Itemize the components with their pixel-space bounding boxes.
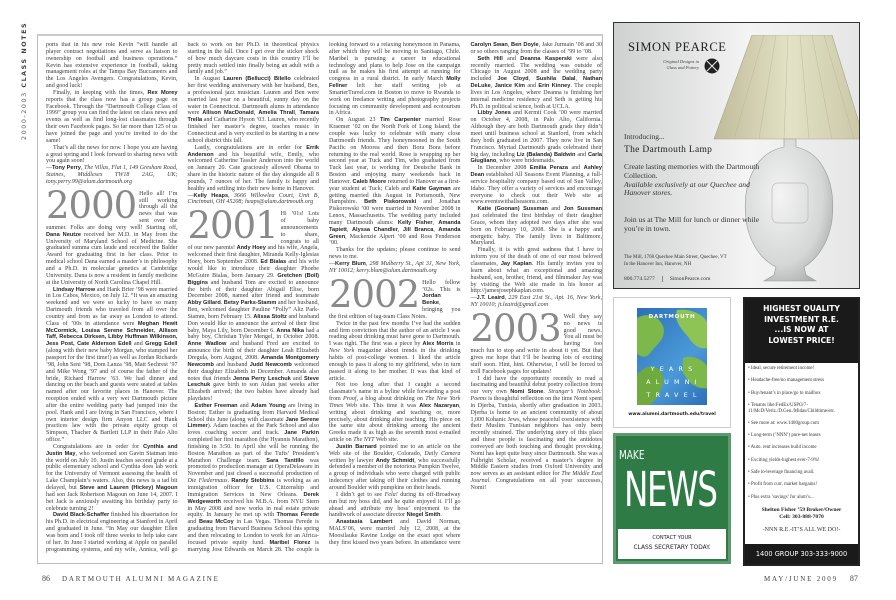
- issue-date: MAY/JUNE 2009: [764, 575, 838, 583]
- classmate-name: Amanda Montgomery Newcomb: [187, 354, 320, 368]
- classmate-name: Jon Sussman: [563, 206, 602, 213]
- classmate-name: Katie (Goonan) Sussman: [477, 206, 548, 213]
- classmate-name: Janice Kim: [494, 83, 525, 90]
- bullet-item: • Auto. rent increases build income: [748, 445, 817, 451]
- classmate-name: Ed Bialas: [260, 259, 287, 266]
- headline-line: ...IS NOW AT: [774, 325, 829, 334]
- class-secretary-signature: —Kelly Heaps, 3666 Willowlea Court, Unit B, Cincinnati, OH 45208; heaps@alum.dartmouth.org: [187, 192, 319, 206]
- class-year-heading: 2002: [329, 272, 420, 316]
- simon-pearce-logo-text: SIMON PEARCE: [628, 40, 727, 54]
- classmate-name: Carolyn Swan: [470, 42, 508, 48]
- ad-address-1: The Mill, 1760 Quechee Main Street, Quechee, VT: [624, 255, 727, 260]
- classmate-name: Beau McCoy: [198, 519, 234, 526]
- classmate-name: Gregg Edell: [145, 341, 178, 348]
- bullet-text: See more at: www.1400group.com: [750, 420, 819, 426]
- ad-body-italic: Available exclusively at our Quechee and Hanover stores.: [624, 179, 750, 198]
- footer-left: [30, 574, 220, 583]
- travel-logo-line: YEARS: [650, 365, 698, 373]
- broker-cell: Cell: 303-888-7070: [779, 514, 824, 521]
- section-years: 2000-2003: [21, 91, 28, 140]
- classmate-name: J.T. Leaird: [476, 295, 505, 302]
- bullet-item: • See more at: www.1400group.com: [748, 420, 819, 426]
- note-paragraph: Not too long after that I caught a second classmate’s name in a byline while forwarding a post from Proof, a blog about drinking on The New York Times Web site. This time it was Alex Nazaryan, writing about drinking and teaching or, more precisely, about drinking after teaching. His piece on the same site about drinking among the ancient Greeks made it as high as the seventh most e-mailed article on The NYT Web site.: [329, 382, 461, 444]
- class-year-heading: 2003: [470, 306, 561, 350]
- classmate-name: Joe Cloyd: [497, 76, 529, 83]
- classmate-name: Nathan DeLuke: [470, 76, 602, 90]
- bullet-item: • Safe lo-leverage financing avail.: [748, 470, 815, 476]
- ad-body: [624, 163, 764, 198]
- classmate-name: Lindsay Harrow: [53, 286, 96, 293]
- classmate-name: Emilia Peraza: [529, 165, 568, 172]
- note-paragraph: ports that in his new role Kevin “will handle all player contract negotiations and serve as liaison to ownership on football and business operations.” Kevin has extensive experience in football, taking management roles at the Tampa Bay Buccaneers and the Los Angeles Avengers. Congratulations, Kevin, and good luck!: [46, 42, 178, 90]
- classmate-name: Carla Giugliano: [470, 151, 602, 165]
- bullet-item: • Tenants like:FedEx/USPO/7-11/McD/Veriz./D.Gen./Midas/Childtime/etc.: [748, 402, 836, 414]
- note-paragraph: Thanks for the updates; please continue to send news to me.: [329, 247, 461, 261]
- class-notes-frame: [37, 34, 603, 564]
- contact-band: [618, 529, 726, 559]
- travel-url-link[interactable]: www.alumni.dartmouth.edu/travel: [628, 412, 716, 417]
- classmate-name: Alyssa Chandler: [352, 226, 398, 233]
- note-paragraph: Twice in the past few months I’ve had the sudden and firm conviction that the author of an article I was reading about drinking must have gone to Dartmouth. I was right. The first was a piece by Alex Morris in New York magazine about trends in the drinking habits of post-college women. I liked the article enough to pass it along to my girlfriend, who in turn passed it along to her mother. It was that kind of article.: [329, 320, 461, 382]
- contact-line-1: CONTACT YOUR: [652, 535, 692, 541]
- globe-icon: [637, 308, 707, 405]
- note-paragraph: In August Lauren (Bellucci) Bilello celebrated her first wedding anniversary with her husband, Ben, a professional jazz musician. Lauren and Ben were married last year on a beautiful, sunny day on the water in Connecticut. Dartmouth alums in attendance were Allison MacDonald, Amelia Thrall, Tamara Trella and Catharine Hyson ’03. Lauren, who recently finished her master’s degree, teaches music in Connecticut and is very excited to be starting in a new school district this fall.: [187, 76, 319, 144]
- bullet-item: • Ideal, secure retirement income!: [748, 366, 815, 371]
- class-year-heading: 2001: [187, 204, 278, 248]
- italic-text: The NYT: [353, 437, 375, 444]
- headline-line: INVESTMENT R.E.: [764, 314, 839, 324]
- classmate-name: Niegel Smith: [406, 512, 441, 519]
- classmate-name: Lauren (Bellucci) Bilello: [223, 76, 291, 83]
- classmate-name: Jay Kaplan: [500, 261, 532, 267]
- benefits-list: [745, 363, 858, 501]
- classmate-name: Judd Newcomb: [249, 361, 292, 368]
- classmate-name: Kerry Blum: [335, 261, 366, 267]
- classmate-name: Seth Hill: [477, 55, 503, 62]
- class-year-entry: 2000 Hello all! I’m still working through all the news that was sent over the summer. Folks are doing very well! Starting off, Dana Neutze received her M.D. in May from the University of Maryland School of Medicine. She graduated summa cum laude and received the Balder Award for graduating first in her class. Prior to medical school Dana earned a master’s in philosophy and a Ph.D. in molecular genetics at Cambridge University. Dana is now a resident in family medicine at the University of North Carolina Chapel Hill.: [46, 183, 178, 286]
- ad-address-2: In the Hanover Inn, Hanover, NH: [624, 261, 692, 267]
- bullet-text: Profit from curr. market bargains!: [750, 482, 817, 488]
- note-paragraph: Justin Barnard pointed me to an article on the Web site of the Boulder, Colorado, Daily Camera written by lawyer Andy Schmidt, who successfully defended a member of the notorious Pumpkin Twelve, a group of individuals who were charged with public indecency after taking off their clothes and running around Boulder with pumpkins on their heads.: [329, 443, 461, 491]
- classmate-name: Beth Piskorowski: [364, 199, 417, 206]
- classmate-name: Tamara Trella: [187, 110, 319, 124]
- note-paragraph: Congratulations are in order for Cynthia and Justin May, who welcomed son Gavin Statman into the world on July 10. Justin teaches second grade at a public elementary school and Cynthia does lab work for the University of Vermont assessing the health of Lake Champlain’s waters. Also, this news is a tad bit delayed, but Steve and Lauren (Hickey) Magoun had son Jack Robertson Magoun on June 14, 2007. I bet Jack is anxiously awaiting his birthday party to celebrate turning 2!: [46, 443, 178, 512]
- classmate-name: Derek Wedgeworth: [187, 491, 319, 505]
- classmate-name: Steve and Lauren (Hickey) Magoun: [79, 485, 178, 491]
- bullet-text: Exciting yields-highest ever-7-9%!: [750, 457, 820, 463]
- headline-line: HIGHEST QUALITY: [763, 304, 840, 313]
- classmate-name: Anastasia Lambert: [336, 519, 393, 526]
- classmate-name: Amelia Thrall: [258, 110, 295, 117]
- ad-phone: 800.774.5277: [624, 276, 655, 282]
- bullet-text: Safe lo-leverage financing avail.: [750, 470, 815, 476]
- classmate-name: Randy Stebbins: [231, 478, 275, 485]
- classmate-name: Jordan Benke: [422, 293, 441, 307]
- italic-text: The New York Times: [329, 396, 461, 409]
- italic-text: Proof: [343, 396, 357, 403]
- classmate-name: Tim Carpenter: [379, 117, 421, 124]
- note-paragraph: On August 23 Tim Carpenter married Rose Kraemer ’02 on the North Fork of Long Island; the couple was lucky to celebrate with many close Dartmouth friends. They honeymooned in the South Pacific on Moorea and then Bora Bora before returning to the real world. Rose is wrapping up her second year at Tuck and Tim, who graduated from Tuck last year, is working for Deutsche Bank in Boston and enjoying many weekends back in Hanover. Caleb Moore returned to Hanover as a first-year student at Tuck; Caleb and Katie Gayman are getting married this August in Portsmouth, New Hampshire. Beth Piskorowski and Jonathan Piskorowski ’00 were married in November 2008 in Lenox, Massachusetts. The wedding party included many Dartmouth alums: Kelly Fisher, Amanda Tapiett, Alyssa Chandler, Jill Branca, Amanda Green, Mackenzie Alpert ’00 and Ross Fenderson ’00.: [329, 117, 461, 247]
- note-paragraph: That’s all the news for now. I hope you are having a great spring and I look forward to sharing news with you again soon!: [46, 144, 178, 165]
- class-secretary-signature: —J.T. Leaird, 229 East 21st St., Apt. 16, New York, NY 10010; jt.leaird@gmail.com: [470, 295, 602, 309]
- classmate-name: Abby Gillard: [187, 300, 221, 307]
- classmate-name: Amanda Tapiett: [329, 219, 461, 233]
- classmate-name: Jenna Perry Leschuk: [232, 375, 291, 382]
- classmate-name: Alissa Stoltz: [253, 313, 287, 320]
- bullet-text: Plus extra ’savings’ for alum’s...: [750, 494, 814, 500]
- italic-text: Fela!: [384, 491, 398, 498]
- note-paragraph: Libby Jones and Kermit Cook ’00 were married on October 4, 2008, in Palo Alto, California. Although they are both Dartmouth grads they didn’t meet until business school at Stanford, from which they both graduated in 2007. They now live in San Francisco. Myriad Dartmouth grads celebrated their big day, including Liz (Balanda) Baldwin and Carla Giugliano, who were bridesmaids.: [470, 110, 602, 165]
- classmate-name: Jill Branca: [402, 226, 434, 233]
- bullet-text: Buy/tenant’s in place/go to mailbox: [750, 390, 821, 396]
- note-paragraph: Finally, in keeping with the times, Rex Morey reports that the class now has a group page on Facebook. Through the “Dartmouth College Class of 1999” group you can find the latest on class news and events as well as find long-lost classmates through their own Facebook pages. So far more than 125 of us have joined the page and you’re invited to do the same!: [46, 89, 178, 144]
- bullet-item: • Profit from curr. market bargains!: [748, 482, 817, 488]
- ad-footer-phone: 1400 GROUP 303-333-9000: [745, 544, 858, 564]
- class-year-entry: 2001 Hi ’01s! Lots of baby announcements to share, congrats to all of our new parents! Andy Hoey and his wife, Angela, welcomed their first daughter, Miranda Kelly-Iglesias Hoey, born September 2008. Ed Bialas and his wife would like to introduce their daughter Phoebe McGuire Bialas, born January 29. Gretchen (Boll) Biggins and husband Tom are excited to announce the birth of their daughter Abigail Elise, born December 2008, named after friend and teammate Abby Gillard. Betsy Parks-Stamm and her husband, Ben, welcomed daughter Pauline “Polly” Altz Park-Stamm, born February 15. Alissa Stoltz and husband Don would like to announce the arrival of their first baby, Maya Lily, born December 6. Anna Nika had a baby boy, Christian Tyler Mengel, in October 2008. Anne Wadlow and husband Fred are excited to announce the birth of their daughter Leah Elizabeth Dregula, born August, 2008. Amanda Montgomery Newcomb and husband Judd Newcomb welcomed their daughter Elizabeth in December. Amanda also notes that friends Jenna Perry Leschuk and Steve Leschuk gave birth to son Aidan just weeks after Elizabeth arrived; the two babies have already had playdates!: [187, 204, 320, 403]
- section-name: CLASS NOTES: [21, 21, 28, 88]
- italic-text: Daily Camera: [424, 450, 461, 457]
- classmate-name: Esther Freeman: [194, 402, 238, 409]
- class-notes-columns: [46, 42, 602, 560]
- class-secretary-signature: —Tony Perry, The Villas, Flat 1, 149 Gresham Road, Staines, Middlesex TW18 2AG, UK; tony.perry.99@alum.dartmouth.org: [46, 165, 178, 185]
- classmate-name: Adam Young: [251, 402, 286, 409]
- classmate-name: Dana Neutze: [46, 231, 82, 238]
- travel-logo-top: DARTMOUTH: [648, 314, 696, 320]
- ad-website-link[interactable]: SimonPearce.com: [662, 276, 711, 282]
- bullet-item: • Exciting yields-highest ever-7-9%!: [748, 457, 820, 463]
- class-year-entry: 2003 Well they say no news is good news. You all must be having too much fun to stop and write in about it yet. But that gives me hope that I’ll be hearing lots of exciting stuff soon. Hint, hint. Otherwise, I will be forced to troll Facebook pages for updates!: [470, 306, 602, 375]
- italic-text: New York: [329, 348, 355, 355]
- page-number-right: 87: [849, 574, 858, 583]
- footer-right: [764, 574, 870, 583]
- bullet-text: Auto. rent increases build income: [750, 445, 817, 451]
- bullet-item: • Long-term (’NNN’) pure-net leases: [748, 433, 821, 439]
- bullet-text: Tenants like:FedEx/USPO/7-11/McD/Veriz./D.Gen./Midas/Childtime/etc.: [748, 402, 836, 414]
- travel-logo-line: ALUMNI: [646, 378, 702, 386]
- investment-real-estate-ad[interactable]: [743, 297, 860, 566]
- italic-text: Stranger’s Notebook: Poems: [470, 389, 602, 403]
- section-label: [21, 22, 28, 140]
- note-paragraph: Lindsay Harrow and Hank Brier ’98 were married in Los Cabos, Mexico, on July 12. “It was an amazing weekend and we were so lucky to have so many Dartmouth friends who traveled from all over the country and from as far away as London to attend. Class of ’00s in attendance were Meghan Hewit McCormick, Louisa Serene Schneider, Allison Taff, Rebecca Dirksen, Libby Huffman Wilkinson, Jess Post, Cate Alderson Edell and Gregg Edell (along with their new baby Morgan, who stamped her passport for the first time!) as well as Jordan Richards ’98, John Seni ’98, Dom Lanza ’98, Matt Sechrest ’97 and Mike Wong ’97 and of course the father of the bride, Richard Harrow ’63. We had dinner and dancing on the beach and guests were seated at tables named after our favorite places in Hanover. The reception ended with a very wet Dartmouth picture after the entire wedding party had jumped into the pool. Hank and I are living in San Francisco, where I own interior design firm Anyon LLC and Hank practices law with the private equity group of Simpson, Thacher & Bartlett LLP in their Palo Alto office.”: [46, 286, 178, 444]
- classmate-name: Andy Schmidt: [375, 457, 415, 464]
- ad-addresses: [624, 255, 727, 268]
- headline-line: LOWEST PRICE!: [768, 335, 835, 345]
- page-number-left: 86: [42, 574, 50, 583]
- classmate-name: Betsy Parks-Stamm: [223, 300, 277, 307]
- classmate-name: Cynthia and Justin May: [46, 443, 178, 457]
- classmate-name: Kelly Fisher: [397, 219, 433, 226]
- bullet-text: Long-term (’NNN’) pure-net leases: [750, 433, 821, 439]
- class-secretary-signature: —Kerry Blum, 298 Mulberry St., Apt 3J, New York, NY 10012; kerry.blum@alum.dartmouth.org: [329, 261, 461, 274]
- italic-text: The Middle East Journal: [470, 471, 602, 485]
- classmate-name: Tony Perry: [52, 165, 81, 172]
- italic-text: 3666 Willowlea Court, Unit B, Cincinnati, OH 45208; heaps@alum.dartmouth.org: [187, 192, 319, 206]
- classmate-name: David Black-Schaffer: [53, 512, 110, 519]
- class-year-heading: 2000: [46, 183, 137, 227]
- classmate-name: Alex Morris: [422, 341, 454, 348]
- classmate-name: Anna Nika: [276, 327, 305, 334]
- ad-slogan: -NNN R.E.-IT’S ALL WE DO!-: [762, 526, 841, 533]
- classmate-name: Meghan Hewit McCormick, Louisa Serene Schneider, Allison Taff, Rebecca Dirksen, Libby Huffman Wilkinson, Jess Post, Cate Alderson Edell: [46, 320, 178, 348]
- classmate-name: Jane Serene Limmer: [187, 416, 319, 430]
- ad-product-name: The Dartmouth Lamp: [624, 145, 713, 155]
- classmate-name: Anne Wadlow: [187, 341, 227, 348]
- bullet-text: Ideal, secure retirement income!: [750, 366, 815, 371]
- classmate-name: Justin Barnard: [336, 443, 377, 450]
- broker-name: Shelton Fisher ’59 Broker/Owner: [761, 506, 842, 513]
- simon-pearce-logo-icon: [704, 58, 720, 74]
- magazine-title: DARTMOUTH ALUMNI MAGAZINE: [62, 575, 220, 583]
- classmate-name: Jane Parkin: [284, 430, 320, 437]
- italic-text: 298 Mulberry St., Apt 3J, New York, NY 10012; kerry.blum@alum.dartmouth.org: [329, 261, 461, 274]
- classmate-name: Ashley Dean: [470, 165, 602, 179]
- classmate-name: Nomi Stone: [510, 389, 544, 396]
- ad-intro: Introducing...: [624, 132, 665, 141]
- classmate-name: Allison MacDonald: [202, 110, 254, 117]
- italic-text: 229 East 21st St., Apt. 16, New York, NY 10010; jt.leaird@gmail.com: [470, 295, 602, 309]
- italic-text: Die Fledermaus: [187, 478, 228, 485]
- ad-headline: [745, 299, 858, 363]
- note-paragraph: Anastasia Lambert and David Norman, MALS’06, were married July 12, 2008, at the Moosilauke Ravine Lodge on the exact spot where they first kissed two years before. In attendance were Carolyn Swan, Ben Doyle, Jake Jurmain ’08 and 30 or so others ranging from the classes of ’99 to ’08.: [329, 42, 602, 546]
- classmate-name: Amanda Green: [329, 226, 461, 240]
- classmate-name: Sushila Dalal: [536, 76, 576, 83]
- classmate-name: Ben Doyle: [511, 42, 539, 48]
- italic-text: The Villas, Flat 1, 149 Gresham Road, Staines, Middlesex TW18 2AG, UK; tony.perry.99@alum.dartmouth.org: [46, 165, 178, 185]
- classmate-name: Steve Leschuk: [187, 375, 319, 389]
- classmate-name: Kelly Heaps: [193, 192, 229, 199]
- note-paragraph: Lastly, congratulations are in order for Errik Anderson and his beautiful wife, Emily, who welcomed Catherine Tassler Anderson into the world on January 20. Cate graciously allowed Obama to share in the historic nature of the day alongside all 8 pounds, 7 ounces of her. The family is happy and healthy and settling into their new home in Hanover.: [187, 144, 319, 192]
- travel-logo-line: TRAVEL: [646, 391, 702, 399]
- classmate-name: Thomas Ferede: [276, 512, 319, 519]
- ad-invite: Join us at The Mill for lunch or dinner while you’re in town.: [624, 215, 760, 233]
- classmate-name: Caleb Moore: [352, 178, 387, 185]
- classmate-name: Sara Tantillo: [266, 457, 304, 464]
- note-paragraph: I didn’t get to see Fela! during its off-Broadway run but my boss did, and he quite enjoyed it. I’ll go ahead and attribute my boss’ enjoyment to the handiwork of associate director Niegel Smith.: [329, 491, 461, 519]
- note-paragraph: In December 2008 Emilia Peraza and Ashley Dean established All Seasons Event Planning, a full-service hospitality company based out of Sun Valley, Idaho. They offer a variety of services and encourage everyone to check out their Web site at www.eventswithallseasons.com.: [470, 165, 602, 206]
- simon-pearce-tagline: Original Designs in Glass and Pottery: [663, 59, 699, 70]
- news-text: NEWS: [624, 462, 717, 518]
- bullet-item: • Headache-free/no management stress: [748, 378, 824, 384]
- note-paragraph: David Black-Schaffer finished his dissertation for his Ph.D. in electrical engineering at Stanford in April and graduated in June. “In May our daughter Ellen was born and I took off three weeks to help take care of her. In June I started working at Apple on parallel programming systems, and my wife, Annica, will go back to work on her Ph.D. in theoretical physics starting in the fall. Once I get over the sticker shock of how much daycare costs in this country I’ll be pretty much settled into finally being an adult with a family and job.”: [46, 42, 319, 553]
- ad-contact: [624, 276, 710, 282]
- bullet-text: Headache-free/no management stress: [750, 378, 824, 384]
- classmate-name: Molly Fellner: [329, 76, 461, 90]
- classmate-name: Maribel Florez: [269, 539, 311, 546]
- make-news-ad[interactable]: [613, 433, 731, 564]
- note-paragraph: Katie (Goonan) Sussman and Jon Sussman just celebrated the first birthday of their daughter Grace, whom they adopted two days after she was born on February 10, 2008. She is a happy and energetic baby. The family lives in Baltimore, Maryland.: [470, 206, 602, 247]
- simon-pearce-ad[interactable]: [613, 22, 860, 289]
- classmate-name: Rex Morey: [147, 89, 178, 96]
- make-text: MAKE: [619, 448, 645, 462]
- classmate-name: Errik Anderson: [187, 144, 319, 158]
- note-paragraph: Seth Hill and Deanna Kasperski were also recently married. The wedding was outside of Chicago in August 2008 and the wedding party included Joe Cloyd, Sushila Dalal, Nathan DeLuke, Janice Kim and Erin Kinney. The couple lives in Los Angeles, where Deanna is finishing her internal medicine residency and Seth is getting his Ph.D. in political science, both at UCLA.: [470, 55, 602, 110]
- classmate-name: Erin Kinney: [538, 83, 571, 90]
- bullet-item: • Buy/tenant’s in place/go to mailbox: [748, 390, 821, 396]
- broker-info: [745, 507, 858, 522]
- ad-body-text: Create lasting memories with the Dartmouth Collection.: [624, 162, 760, 180]
- bullet-item: • Plus extra ’savings’ for alum’s...: [748, 494, 814, 500]
- classmate-name: Andy Hoey: [236, 245, 266, 252]
- class-year-entry: 2002 Hello fellow ’02s. This is Jordan Benke, bringing you the first edition of tag-team Class Notes.: [329, 272, 461, 320]
- classmate-name: Gretchen (Boll) Biggins: [187, 272, 320, 286]
- alumni-travel-ad[interactable]: [613, 297, 731, 428]
- classmate-name: Katie Gayman: [412, 185, 451, 192]
- classmate-name: Alex Nazaryan: [419, 402, 459, 409]
- note-paragraph: Finally, it is with great sadness that I have to inform you of the death of one of our most beloved classmates, Jay Kaplan. His family invites you to learn about what an exceptional and amazing husband, son, brother, friend, and filmmaker Jay was by visiting the Web site made in his honor at http://jamesjosephkaplan.com.: [470, 247, 602, 295]
- classmate-name: Deanna Kasperski: [520, 55, 572, 62]
- classmate-name: Liz (Balanda) Baldwin: [516, 151, 576, 158]
- note-paragraph: I did have the opportunity recently to read a fascinating and beautiful debut poetry collection from our very own Nomi Stone. Stranger’s Notebook: Poems is thoughtful reflection on the time Nomi spent in Djerba, Tunisia, shortly after graduation in 2003. Djerba is home to an ancient community of about 1,000 Kohanic Jews, whose peaceful coexistence with their Muslim Tunisian neighbors has only been recently strained. The underlying story of this place and these people is fascinating and the antidotes conveyed are both touching and thought provoking. Nomi has kept quite busy since Dartmouth. She was a Fulbright Scholar, received a master’s degree in Middle Eastern studies from Oxford University and now serves as an assistant editor for The Middle East Journal. Congratulations on all your successes, Nomi!: [470, 375, 602, 491]
- classmate-name: Libby Jones: [477, 110, 511, 117]
- contact-line-2: CLASS SECRETARY TODAY.: [633, 543, 711, 551]
- note-paragraph: Esther Freeman and Adam Young are living in Boston; Esther is graduating from Harvard Medical School this June (along with classmate Jane Serene Limmer). Adam teaches at the Park School and also loves coaching soccer and track. Jane Parkin completed her first marathon (the Hyannis Marathon), finishing in 3:50. In April she will be running the Boston Marathon as part of the Tufts’ President’s Marathon Challenge team. Sara Tantillo was promoted to production manager at OperaDelaware in November and just closed a successful production of Die Fledermaus. Randy Stebbins is working as an immigration officer for U.S. Citizenship and Immigration Services in New Orleans. Derek Wedgeworth received his M.B.A. from NYU Stern in May 2008 and now works in real estate private equity. In January he met up with Thomas Ferede and Beau McCoy in Las Vegas. Thomas Ferede is graduating from Harvard Business School this spring and then relocating to London to work for an Africa-focused private equity fund. Maribel Florez is marrying Jose Edwards on March 28. The couple is looking forward to a relaxing honeymoon in Panama, after which they will be moving to Santiago, Chile. Maribel is pursuing a career in educational technology and plans to help Jose on the campaign trail as he makes his first attempt at running for congress in a rural district. In early March Molly Fellner left her staff writing job at SmarterTravel.com in Boston to move to Rwanda to work on freelance writing and photography projects focusing on community development and ecotourism in Africa.: [187, 42, 461, 553]
